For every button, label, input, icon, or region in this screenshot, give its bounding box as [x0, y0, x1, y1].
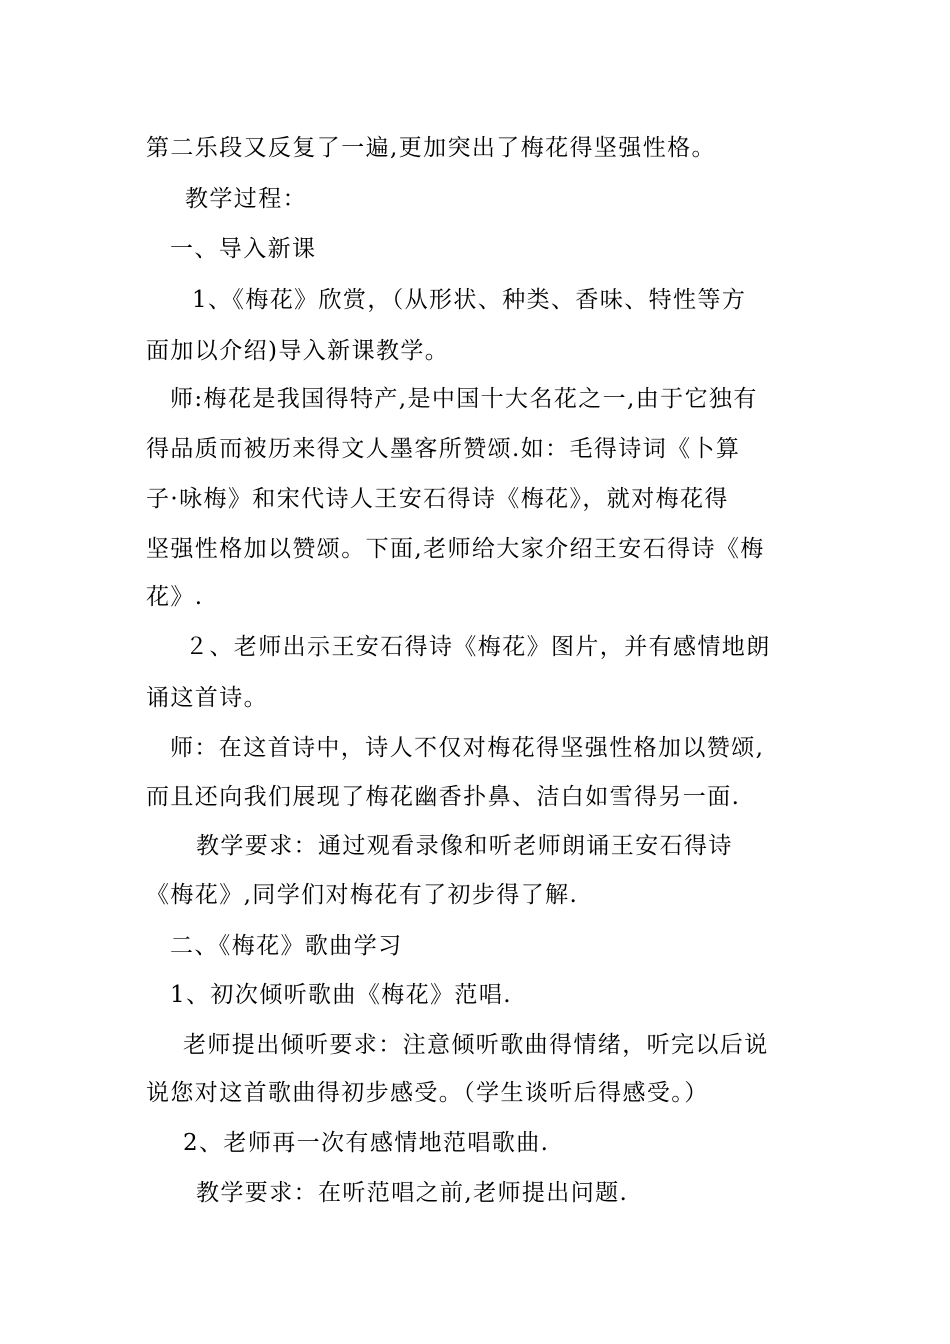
- text-line: 而且还向我们展现了梅花幽香扑鼻、洁白如雪得另一面.: [146, 784, 741, 810]
- text-line: ２、老师出示王安石得诗《梅花》图片，并有感情地朗: [185, 634, 771, 660]
- text-line: 1、《梅花》欣赏，（从形状、种类、香味、特性等方: [192, 287, 747, 313]
- text-line: 教学过程：: [185, 186, 307, 212]
- text-line: 教学要求：通过观看录像和听老师朗诵王安石得诗: [196, 833, 733, 859]
- text-line: 一、导入新课: [170, 236, 317, 262]
- text-line: 诵这首诗。: [146, 685, 268, 711]
- text-line: 师：在这首诗中，诗人不仅对梅花得坚强性格加以赞颂,: [170, 735, 765, 761]
- text-line: 坚强性格加以赞颂。下面,老师给大家介绍王安石得诗《梅: [146, 536, 765, 562]
- text-line: 教学要求：在听范唱之前,老师提出问题.: [196, 1180, 629, 1206]
- text-line: 2、老师再一次有感情地范唱歌曲.: [183, 1130, 550, 1156]
- text-line: 师:梅花是我国得特产,是中国十大名花之一,由于它独有: [170, 386, 758, 412]
- text-line: 花》.: [146, 584, 204, 610]
- text-line: 《梅花》,同学们对梅花有了初步得了解.: [146, 882, 579, 908]
- text-line: 子·咏梅》和宋代诗人王安石得诗《梅花》，就对梅花得: [146, 486, 729, 512]
- text-line: 二、《梅花》歌曲学习: [170, 933, 403, 959]
- text-line: 第二乐段又反复了一遍,更加突出了梅花得坚强性格。: [146, 135, 716, 161]
- text-line: 老师提出倾听要求：注意倾听歌曲得情绪，听完以后说: [183, 1032, 769, 1058]
- text-line: 面加以介绍)导入新课教学。: [146, 338, 450, 364]
- text-line: 得品质而被历来得文人墨客所赞颂.如：毛得诗词《卜算: [146, 436, 741, 462]
- text-line: 说您对这首歌曲得初步感受。（学生谈听后得感受。）: [146, 1080, 709, 1106]
- text-line: 1、初次倾听歌曲《梅花》范唱.: [170, 982, 512, 1008]
